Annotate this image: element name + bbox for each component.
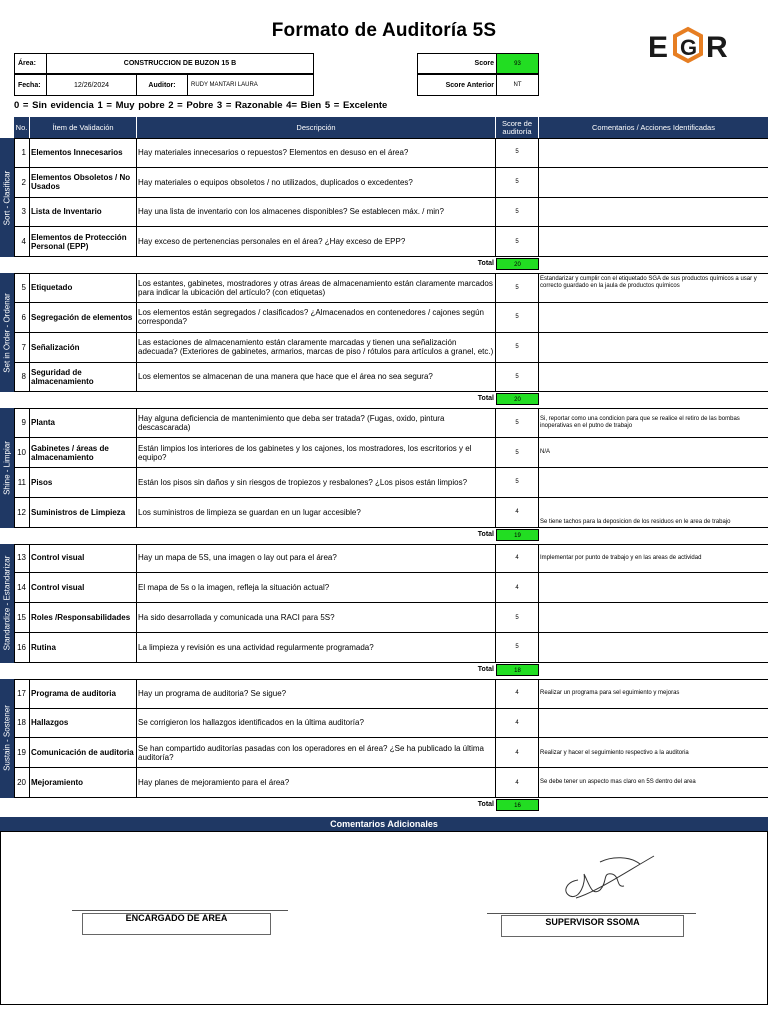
- row-description: Los elementos se almacenan de una manera que hace que el área no sea segura?: [137, 363, 496, 393]
- section-label: [0, 679, 14, 798]
- company-logo: [648, 26, 744, 66]
- row-item: Hallazgos: [30, 709, 137, 739]
- comments-title: Comentarios Adicionales: [0, 817, 768, 831]
- row-description: Hay exceso de pertenencias personales en el área? ¿Hay exceso de EPP?: [137, 227, 496, 257]
- logo-letter-e: E: [648, 31, 669, 64]
- row-item: Elementos Innecesarios: [30, 138, 137, 168]
- row-score: 4: [496, 573, 539, 603]
- section-total-value: 20: [496, 258, 539, 270]
- row-score: 4: [496, 679, 539, 709]
- section-total-value: 19: [496, 529, 539, 541]
- row-score: 4: [496, 768, 539, 798]
- row-comment: Se tiene tachos para la deposicion de los residuos en le area de trabajo: [539, 498, 768, 528]
- row-description: Están limpios los interiores de los gabinetes y los cajones, los mostradores, los escritorios y el equipo?: [137, 438, 496, 468]
- row-number: 10: [14, 438, 30, 468]
- row-number: 6: [14, 303, 30, 333]
- section-label-text: Sustain - Sostener: [2, 705, 12, 772]
- row-description: Los estantes, gabinetes, mostradores y otras áreas de almacenamiento están claramente marcados para indicar la ubicación del artículo? (con etiquetas): [137, 273, 496, 303]
- row-score: 4: [496, 738, 539, 768]
- row-comment: [539, 603, 768, 633]
- section-label: [0, 273, 14, 392]
- row-description: Las estaciones de almacenamiento están claramente marcadas y tienen una señalización adecuada? (Exteriores de gabinetes, armarios, marcas de piso / rótulos para artículos a granel, etc.): [137, 333, 496, 363]
- row-score: 4: [496, 498, 539, 528]
- row-comment: Implementar por punto de trabajo y en las areas de actividad: [539, 544, 768, 574]
- row-comment: [539, 468, 768, 498]
- row-number: 16: [14, 633, 30, 663]
- section-total-value: 18: [496, 664, 539, 676]
- row-score: 5: [496, 227, 539, 257]
- row-number: 11: [14, 468, 30, 498]
- row-comment: Realizar y hacer el seguimiento respectivo a la auditoria: [539, 738, 768, 768]
- row-score: 5: [496, 198, 539, 228]
- row-score: 4: [496, 709, 539, 739]
- row-comment: N/A: [539, 438, 768, 468]
- row-description: Ha sido desarrollada y comunicada una RACI para 5S?: [137, 603, 496, 633]
- encargado-label: ENCARGADO DE AREA: [125, 913, 228, 923]
- row-number: 9: [14, 408, 30, 438]
- row-item: Control visual: [30, 573, 137, 603]
- area-label: Área:: [14, 53, 47, 74]
- row-number: 7: [14, 333, 30, 363]
- row-comment: Si, reportar como una condicion para que se realice el retiro de las bombas inoperativas en el putno de trabajo: [539, 408, 768, 438]
- section-label: [0, 408, 14, 527]
- row-item: Suministros de Limpieza: [30, 498, 137, 528]
- row-description: El mapa de 5s o la imagen, refleja la situación actual?: [137, 573, 496, 603]
- row-item: Elementos de Protección Personal (EPP): [30, 227, 137, 257]
- fecha-label: Fecha:: [14, 74, 47, 96]
- row-score: 5: [496, 408, 539, 438]
- row-comment: [539, 363, 768, 393]
- section-label-text: Shine - Limpiar: [2, 441, 12, 495]
- row-score: 4: [496, 544, 539, 574]
- score-anterior-label: Score Anterior: [417, 74, 497, 96]
- row-item: Elementos Obsoletos / No Usados: [30, 168, 137, 198]
- area-value: CONSTRUCCION DE BUZON 15 B: [46, 53, 314, 74]
- row-item: Planta: [30, 408, 137, 438]
- row-description: Hay un mapa de 5S, una imagen o lay out para el área?: [137, 544, 496, 574]
- row-number: 19: [14, 738, 30, 768]
- fecha-value: 12/26/2024: [46, 74, 137, 96]
- row-comment: [539, 198, 768, 228]
- row-number: 2: [14, 168, 30, 198]
- row-comment: [539, 303, 768, 333]
- row-score: 5: [496, 273, 539, 303]
- row-item: Segregación de elementos: [30, 303, 137, 333]
- row-number: 4: [14, 227, 30, 257]
- row-description: Hay planes de mejoramiento para el área?: [137, 768, 496, 798]
- row-comment: [539, 709, 768, 739]
- section-total-value: 20: [496, 393, 539, 405]
- row-item: Gabinetes / áreas de almacenamiento: [30, 438, 137, 468]
- row-item: Lista de Inventario: [30, 198, 137, 228]
- signature-line-right: [487, 913, 696, 914]
- row-description: Hay una lista de inventario con los almacenes disponibles? Se establecen máx. / min?: [137, 198, 496, 228]
- row-number: 20: [14, 768, 30, 798]
- header-score: Score de auditoría: [496, 117, 539, 138]
- row-item: Pisos: [30, 468, 137, 498]
- supervisor-signature: [556, 852, 656, 904]
- row-number: 8: [14, 363, 30, 393]
- signature-line-left: [72, 910, 288, 911]
- row-description: Los suministros de limpieza se guardan en un lugar accesible?: [137, 498, 496, 528]
- row-item: Control visual: [30, 544, 137, 574]
- section-label: [0, 138, 14, 257]
- row-item: Etiquetado: [30, 273, 137, 303]
- row-score: 5: [496, 168, 539, 198]
- row-number: 1: [14, 138, 30, 168]
- auditor-label: Auditor:: [136, 74, 188, 96]
- row-description: Se han compartido auditorías pasadas con los operadores en el área? ¿Se ha publicado la última auditoría?: [137, 738, 496, 768]
- row-description: Hay materiales o equipos obsoletos / no utilizados, duplicados o excedentes?: [137, 168, 496, 198]
- row-score: 5: [496, 363, 539, 393]
- row-score: 5: [496, 333, 539, 363]
- header-description: Descripción: [137, 117, 496, 138]
- row-comment: Realizar un programa para sel eguimiento y mejoras: [539, 679, 768, 709]
- row-comment: [539, 633, 768, 663]
- section-total-label: Total: [477, 530, 494, 538]
- row-item: Programa de auditoria: [30, 679, 137, 709]
- row-score: 5: [496, 303, 539, 333]
- section-total-value: 16: [496, 799, 539, 811]
- row-score: 5: [496, 468, 539, 498]
- row-description: Hay alguna deficiencia de mantenimiento que deba ser tratada? (Fugas, oxido, pintura descascarada): [137, 408, 496, 438]
- header-comments: Comentarios / Acciones Identificadas: [539, 117, 768, 138]
- row-score: 5: [496, 603, 539, 633]
- row-description: Están los pisos sin daños y sin riesgos de tropiezos y resbalones? ¿Los pisos están limpios?: [137, 468, 496, 498]
- section-total-label: Total: [477, 260, 494, 268]
- section-total-label: Total: [477, 801, 494, 808]
- row-item: Seguridad de almacenamiento: [30, 363, 137, 393]
- row-number: 12: [14, 498, 30, 528]
- score-value: 93: [496, 53, 539, 74]
- row-item: Roles /Responsabilidades: [30, 603, 137, 633]
- row-comment: Se debe tener un aspecto mas claro en 5S dentro del area: [539, 768, 768, 798]
- row-number: 17: [14, 679, 30, 709]
- row-comment: [539, 138, 768, 168]
- score-label: Score: [417, 53, 497, 74]
- row-description: Hay materiales innecesarios o repuestos? Elementos en desuso en el área?: [137, 138, 496, 168]
- row-description: Hay un programa de auditoria? Se sigue?: [137, 679, 496, 709]
- row-description: La limpieza y revisión es una actividad regularmente programada?: [137, 633, 496, 663]
- page-title: Formato de Auditoría 5S: [271, 20, 497, 41]
- row-number: 5: [14, 273, 30, 303]
- logo-letter-r: R: [706, 31, 728, 64]
- row-score: 5: [496, 138, 539, 168]
- row-number: 18: [14, 709, 30, 739]
- row-item: Señalización: [30, 333, 137, 363]
- row-description: Se corrigieron los hallazgos identificados en la última auditoría?: [137, 709, 496, 739]
- row-number: 15: [14, 603, 30, 633]
- auditor-value: RUDY MANTARI LAURA: [187, 74, 314, 96]
- row-item: Mejoramiento: [30, 768, 137, 798]
- row-comment: [539, 168, 768, 198]
- row-comment: Estandarizar y cumplir con el etiquetado SGA de sus productos químicos a usar y correcto guardado en la jaula de productos químicos: [539, 273, 768, 303]
- score-anterior-value: NT: [496, 74, 539, 96]
- row-score: 5: [496, 438, 539, 468]
- section-total-label: Total: [477, 395, 494, 403]
- row-description: Los elementos están segregados / clasificados? ¿Almacenados en contenedores / cajones según corresponda?: [137, 303, 496, 333]
- row-number: 3: [14, 198, 30, 228]
- section-label-text: Standardize - Estandarizar: [2, 555, 12, 651]
- header-no: No.: [14, 117, 30, 138]
- header-item: Ítem de Validación: [30, 117, 137, 138]
- row-comment: [539, 573, 768, 603]
- row-number: 14: [14, 573, 30, 603]
- logo-letter-g: G: [680, 35, 698, 60]
- section-total-label: Total: [477, 665, 494, 673]
- section-label-text: Sort - Clasificar: [2, 170, 12, 225]
- row-item: Comunicación de auditoria: [30, 738, 137, 768]
- section-label-text: Set in Order - Ordenar: [2, 292, 12, 373]
- row-number: 13: [14, 544, 30, 574]
- rating-legend: 0 = Sin evidencia 1 = Muy pobre 2 = Pobre 3 = Razonable 4= Bien 5 = Excelente: [14, 100, 388, 111]
- row-score: 5: [496, 633, 539, 663]
- supervisor-label: SUPERVISOR SSOMA: [545, 917, 640, 927]
- row-comment: [539, 333, 768, 363]
- row-item: Rutina: [30, 633, 137, 663]
- row-comment: [539, 227, 768, 257]
- section-label: [0, 544, 14, 663]
